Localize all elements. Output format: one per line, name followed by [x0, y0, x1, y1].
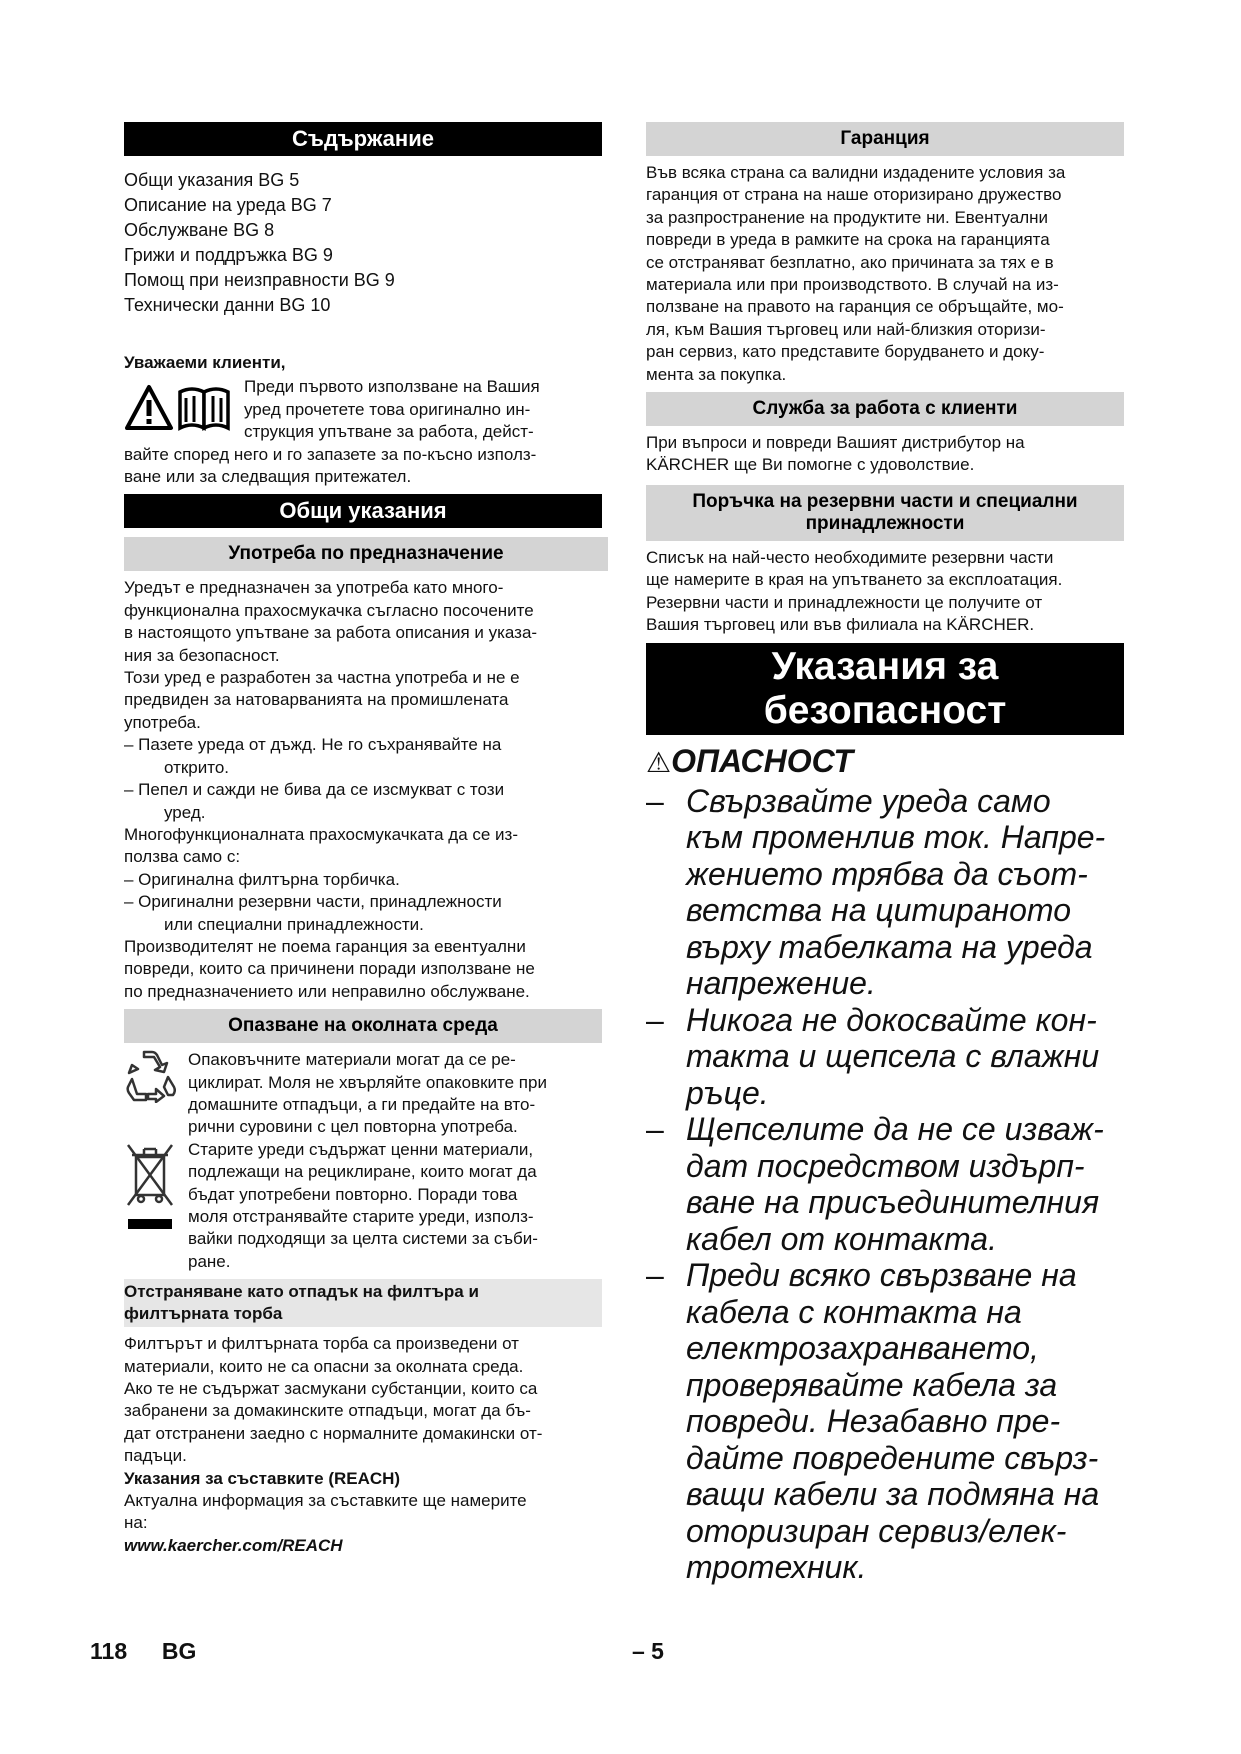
table-of-contents [124, 168, 602, 318]
warning-manual-icon [124, 376, 244, 443]
subsection-title-intended-use: Употреба по предназначение [124, 537, 608, 571]
text-line: Опаковъчните материали могат да се ре- [188, 1050, 516, 1070]
list-item: – Свързвайте уреда само към променлив ток. Напре- жението трябва да съот- ветства на цитираното върху табелката на уреда напрежение. [646, 782, 1106, 1001]
section-title-general: Общи указания [124, 494, 602, 528]
right-column [646, 122, 1124, 1586]
toc-item[interactable]: Технически данни BG 10 [124, 295, 331, 315]
list-item: – Оригинални резервни части, принадлежности [124, 892, 502, 912]
subsection-title-spare-parts: Поръчка на резервни части и специални принадлежности [646, 485, 1124, 541]
toc-item[interactable]: Грижи и поддръжка BG 9 [124, 245, 333, 265]
weee-bin-icon [124, 1139, 188, 1273]
list-item: – Оригинална филтърна торбичка. [124, 869, 400, 889]
text-line: Преди първото използване на Вашия [244, 377, 540, 397]
subsection-title-service: Служба за работа с клиенти [646, 392, 1124, 426]
text-line: ване или за следващия притежател. [124, 467, 412, 487]
section-page-number: – 5 [632, 1638, 664, 1664]
toc-item[interactable]: Помощ при неизправности BG 9 [124, 270, 395, 290]
list-item: – Пазете уреда от дъжд. Не го съхранявайте на [124, 735, 502, 755]
text-line: Старите уреди съдържат ценни материали, [188, 1139, 534, 1159]
text-line: вайте според него и го запазете за по-късно използ- [124, 444, 537, 464]
text-line: домашните отпадъци, а ги предайте на вто- [188, 1094, 536, 1114]
reach-link[interactable]: www.kaercher.com/REACH [124, 1535, 343, 1555]
text-line: ране. [188, 1251, 231, 1271]
text-line: уред прочетете това оригинално ин- [244, 399, 531, 419]
recycling-icon [124, 1049, 188, 1139]
warning-triangle-icon: ⚠ [646, 746, 672, 778]
list-item: – Щепселите да не се изваж- дат посредством издърп- ване на присъединителния кабел от контакта. [646, 1111, 1104, 1257]
toc-item[interactable]: Общи указания BG 5 [124, 170, 300, 190]
text-line: При въпроси и повреди Вашият дистрибутор на [646, 433, 1025, 453]
text-line: вайки подходящи за целта системи за съби- [188, 1229, 538, 1249]
section-title-safety: Указания за безопасност [646, 643, 1124, 735]
list-item: – Никога не докосвайте кон- такта и щепсела с влажни ръце. [646, 1001, 1100, 1111]
language-code: BG [161, 1638, 197, 1664]
spare-parts-text: Списък на най-често необходимите резервни части ще намерите в края на упътването за експлоатация. Резервни части и принадлежности це получите от Вашия търговец или във филиала на KÄRCHER. [646, 547, 1063, 635]
footer-page-number [90, 1638, 196, 1665]
reach-title: Указания за съставките (REACH) [124, 1468, 401, 1488]
intended-use-text: Уредът е предназначен за употреба като много- функционална прахосмукачка съгласно посочените в настоящото упътване за работа описания и указа- ния за безопасност. Този уред е разработен за частна употреба и не е предвиден за натоварванията на промишлената употреба. – Пазете уреда от дъжд. Не го съхранявайте на открито. – Пепел и сажди не бива да се изсмукват с този уред. Многофункционалната прахосмукачката да се из- ползва само с: – Оригинална филтърна торбичка. – Оригинални резервни части, принадлежности или специални принадлежности. Производителят не поема гаранция за евентуални повреди, които са причинени поради използване не по предназначението или неправилно обслужване. [124, 577, 602, 1003]
dear-customers-heading: Уважаеми клиенти, [124, 353, 286, 372]
text-line: циклират. Моля не хвърляйте опаковките при [188, 1072, 547, 1092]
list-item: – Преди всяко свързване на кабела с контакта на електрозахранването, проверявайте кабела за повреди. Незабавно пре- дайте повредените свърз- ващи кабели за подмяна на оторизиран сервиз/елек- тротехник. [646, 1257, 1100, 1585]
page-number: 118 [90, 1638, 128, 1664]
text-line: на: [124, 1513, 148, 1533]
text-line: рични суровини с цел повторна употреба. [188, 1117, 518, 1137]
list-item: – Пепел и сажди не бива да се изсмукват с този [124, 780, 505, 800]
filter-disposal-title: Отстраняване като отпадък на филтъра и филтърната торба [124, 1279, 602, 1327]
danger-label: ⚠ОПАСНОСТ [646, 742, 854, 779]
text-line: подлежащи на рециклиране, които могат да [188, 1162, 537, 1182]
toc-item[interactable]: Обслужване BG 8 [124, 220, 275, 240]
subsection-title-environment: Опазване на околната среда [124, 1009, 602, 1043]
text-line: Актуална информация за съставките ще намерите [124, 1491, 527, 1511]
toc-item[interactable]: Описание на уреда BG 7 [124, 195, 332, 215]
text-line: моля отстранявайте старите уреди, използ- [188, 1207, 534, 1226]
left-column [124, 122, 602, 1557]
text-line: бъдат употребени повторно. Поради това [188, 1184, 518, 1204]
warranty-text: Във всяка страна са валидни издадените условия за гаранция от страна на наше оторизирано дружество за разпространение на продуктите ни. Евентуални повреди в уреда в рамките на срока на гаранцията се отстраняват безплатно, ако причината за тях е в материала или при производството. В случай на из- ползване на правото на гаранция се обръщайте, мо- ля, към Вашия търговец или най-близкия оторизи- ран сервиз, като представите борудването и доку- мента за покупка. [646, 163, 1066, 384]
subsection-title-warranty: Гаранция [646, 122, 1124, 156]
text-line: струкция упътване за работа, дейст- [244, 422, 534, 442]
filter-disposal-text: Филтърът и филтърната торба са произведени от материали, които не са опасни за околната среда. Ако те не съдържат засмукани субстанции, които са забранени за домакинските отпадъци, могат да бъ- дат отстранени заедно с нормалните домакински от- падъци. [124, 1334, 543, 1466]
toc-title: Съдържание [124, 122, 602, 156]
text-line: KÄRCHER ще Ви помогне с удоволствие. [646, 455, 975, 475]
